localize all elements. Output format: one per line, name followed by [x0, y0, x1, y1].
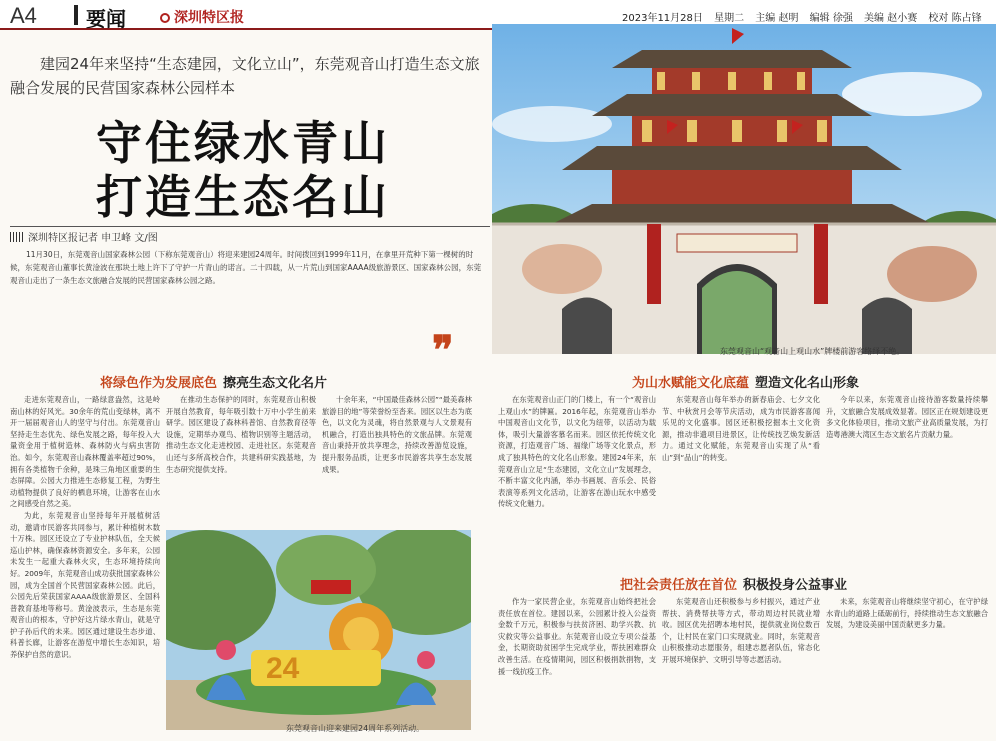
- body-column-6: [826, 394, 988, 564]
- body-paragraph: 东莞观音山每年举办的新春庙会、七夕文化节、中秋赏月会等节庆活动，成为市民游客喜闻乐见的文化盛事。园区还积极挖掘本土文化资源，推动非遗项目进景区，让传统技艺焕发新活力。通过文化赋能，东莞观音山实现了从“看山”到“品山”的转变。: [662, 395, 820, 462]
- art-editor: 美编 赵小赛: [864, 13, 918, 24]
- body-paragraph: 十余年来，“中国最佳森林公园”“最美森林旅游目的地”等荣誉纷至沓来。园区以生态为底色，以文化为灵魂，将自然景观与人文景观有机融合，打造出独具特色的文旅品牌。东莞观音山秉持开放共享理念，持续改善游览设施，提升服务品质，让更多市民游客共享生态发展成果。: [322, 395, 472, 474]
- body-paragraph: 今年以来，东莞观音山接待游客数量持续攀升，文旅融合发展成效显著。园区正在规划建设更多文化体验项目，推动文旅产业高质量发展，为打造粤港澳大湾区生态文旅名片贡献力量。: [826, 395, 988, 439]
- body-column-3: [322, 394, 472, 524]
- subhead-culture: [632, 372, 859, 391]
- subhead-charity-secondary: 积极投身公益事业: [743, 578, 848, 593]
- svg-text:24: 24: [266, 652, 300, 685]
- paper-masthead: [160, 7, 244, 27]
- byline: [10, 226, 490, 242]
- dateline: [622, 9, 990, 24]
- byline-text: 深圳特区报记者 申卫峰 文/图: [28, 233, 158, 244]
- photo-caption-gate: 东莞观音山“观音山上观山水”牌楼前游客络绎不绝。: [720, 347, 905, 356]
- body-paragraph: 在推动生态保护的同时，东莞观音山积极开展自然教育，每年吸引数十万中小学生前来研学。园区建设了森林科普馆、自然教育径等设施，定期举办观鸟、植物识别等主题活动，推动生态文化走进校园、走进社区。东莞观音山还与多所高校合作，共建科研实践基地，为生态研究提供支持。: [166, 395, 316, 474]
- section-name: 要闻: [86, 7, 126, 31]
- headline-line-1: 守住绿水青山: [96, 116, 390, 170]
- body-paragraph: 未来，东莞观音山将继续坚守初心，在守护绿水青山的道路上砥砺前行，持续推动生态文旅融合发展，为建设美丽中国贡献更多力量。: [826, 597, 988, 630]
- logo-mark-icon: [160, 13, 170, 23]
- body-column-7: [498, 596, 656, 734]
- subhead-green: [100, 372, 327, 391]
- body-column-1: [10, 394, 160, 732]
- article-headline: [96, 116, 390, 224]
- body-column-9: [826, 596, 988, 734]
- lead-paragraph: 11月30日，东莞观音山国家森林公园（下称东莞观音山）将迎来建园24周年。时间拨回到1999年11月，在拿里开荒种下第一棵树的时候，东莞观音山董事长黄淦波在那块土地上许下了守护一片青山的诺言。二十四载，从一片荒山到国家AAAA级旅游景区、国家森林公园，东莞观音山走出了一条生态文旅融合发展的民营国家森林公园之路。: [10, 250, 482, 285]
- subhead-charity-main: 把社会责任放在首位: [620, 578, 738, 593]
- subhead-culture-secondary: 塑造文化名山形象: [755, 376, 860, 391]
- body-paragraph: 走进东莞观音山，一路绿意盎然，这是岭南山林的好风光。30余年的荒山变绿林，离不开一届届观音山人的坚守与付出。东莞观音山坚持走生态优先、绿色发展之路，每年投入大量资金用于植树造林、森林防火与病虫害防治。如今，东莞观音山森林覆盖率超过90%，拥有各类植物千余种，是珠三角地区重要的生态屏障。公园大力推进生态修复工程，为野生动植物提供了良好的栖息环境，让游客在山水之间感受自然之美。: [10, 395, 160, 509]
- body-paragraph: 作为一家民营企业，东莞观音山始终把社会责任放在首位。建园以来，公园累计投入公益资金数千万元，积极参与扶贫济困、助学兴教、抗灾救灾等公益事业。东莞观音山设立专项公益基金，长期资助贫困学生完成学业，帮扶困难群众改善生活。在疫情期间，园区积极捐款捐物，支援一线抗疫工作。: [498, 597, 656, 676]
- anniversary-illustration: [166, 530, 471, 730]
- body-column-4: [498, 394, 656, 564]
- gate-illustration: [492, 24, 996, 354]
- body-column-8: [662, 596, 820, 734]
- header-divider: [74, 5, 78, 25]
- subhead-culture-main: 为山水赋能文化底蕴: [632, 376, 750, 391]
- byline-mark-icon: [10, 232, 24, 242]
- subhead-charity: [620, 574, 847, 593]
- body-column-2: [166, 394, 316, 524]
- gate-photo: [492, 24, 996, 354]
- subhead-green-secondary: 擦亮生态文化名片: [223, 376, 328, 391]
- article-intro: 建园24年来坚持“生态建园，文化立山”，东莞观音山打造生态文旅融合发展的民营国家森林公园样本: [10, 55, 480, 97]
- quote-mark-icon: ❞: [432, 327, 454, 374]
- body-column-5: [662, 394, 820, 564]
- body-paragraph: 在东莞观音山正门的门楼上，有一个“观音山上观山水”的牌匾。2016年起，东莞观音山举办中国观音山文化节，以文化为纽带，以活动为载体，吸引大量游客慕名而来。园区依托传统文化资源，打造观音广场、福缘广场等文化景点，形成了独具特色的文化名山形象。建园24年来，东莞观音山立足“生态建园，文化立山”发展理念，不断丰富文化内涵，举办书画展、音乐会、民俗表演等系列文化活动，让游客在游山玩水中感受传统文化魅力。: [498, 395, 656, 509]
- body-paragraph: 为此，东莞观音山坚持每年开展植树活动，邀请市民游客共同参与，累计种植树木数十万株。园区还设立了专业护林队伍，全天候巡山护林，确保森林资源安全。多年来，公园未发生一起重大森林火灾，生态环境持续向好。2009年，东莞观音山成功获批国家森林公园，成为全国首个民营国家森林公园。此后，公园先后荣获国家AAAA级旅游景区、全国科普教育基地等称号。黄淦波表示，生态是东莞观音山的根本，守护好这片绿水青山，就是守护子孙后代的未来。园区通过建设生态步道、科普长廊，让游客在游览中增长生态知识，培养保护自然的意识。: [10, 510, 160, 660]
- body-paragraph: 东莞观音山还积极参与乡村振兴，通过产业帮扶、消费帮扶等方式，带动周边村民就业增收。园区优先招聘本地村民，提供就业岗位数百个，让村民在家门口实现就业。同时，东莞观音山积极推动志愿服务，组建志愿者队伍，常态化开展环境保护、文明引导等志愿活动。: [662, 597, 820, 664]
- paper-name: 深圳特区报: [174, 10, 244, 26]
- issue-weekday: 星期二: [714, 13, 745, 24]
- issue-date: 2023年11月28日: [622, 13, 703, 24]
- proofreader: 校对 陈占锋: [928, 13, 982, 24]
- photo-caption-anniversary: 东莞观音山迎来建园24周年系列活动。: [286, 724, 425, 733]
- headline-line-2: 打造生态名山: [96, 170, 390, 224]
- chief-editor: 主编 赵明: [755, 13, 799, 24]
- page-number: A4: [10, 3, 37, 28]
- subhead-green-main: 将绿色作为发展底色: [100, 376, 218, 391]
- anniversary-photo: [166, 530, 471, 730]
- editor: 编辑 徐强: [809, 13, 853, 24]
